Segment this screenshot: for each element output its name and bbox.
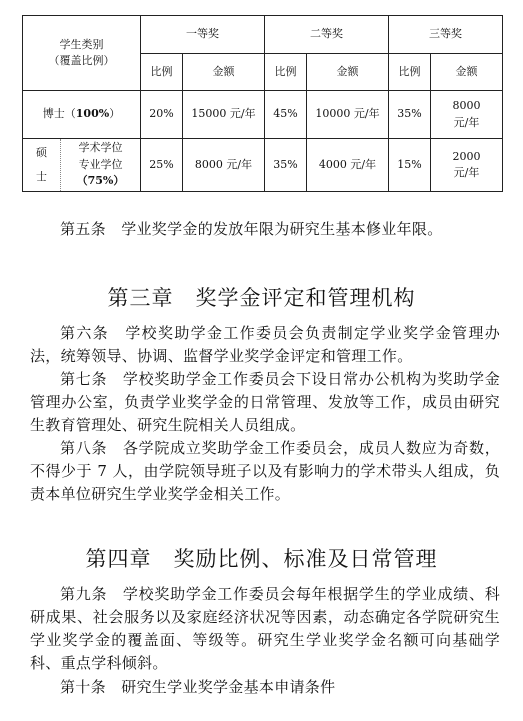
amount-unit: 元/年 <box>453 166 480 179</box>
table-cell: 45% <box>265 91 307 139</box>
master-degree-cell <box>61 139 141 192</box>
article-8: 第八条 各学院成立奖助学金工作委员会，成员人数应为奇数，不得少于 7 人，由学院领导班子以及有影响力的学术带头人组成，负责本单位研究生学业奖学金相关工作。 <box>30 439 500 503</box>
phd-category-cell <box>23 91 141 139</box>
table-cell: 35% <box>389 91 431 139</box>
table-cell <box>431 91 503 139</box>
table-cell: 35% <box>265 139 307 192</box>
table-row-master <box>23 139 503 192</box>
article-5: 第五条 学业奖学金的发放年限为研究生基本修业年限。 <box>60 220 443 238</box>
tier-second-header: 二等奖 <box>265 16 389 54</box>
table-cell: 8000 元/年 <box>183 139 265 192</box>
master-char-cell <box>23 139 61 192</box>
table-cell: 10000 元/年 <box>307 91 389 139</box>
phd-label-end: ） <box>109 107 121 121</box>
table-cell <box>431 139 503 192</box>
tier-third-header: 三等奖 <box>389 16 503 54</box>
amount-value: 2000 <box>452 149 481 163</box>
ratio-header: 比例 <box>265 54 307 91</box>
chapter-3-title: 第三章 奖学金评定和管理机构 <box>107 286 416 310</box>
amount-header: 金额 <box>183 54 265 91</box>
ratio-header: 比例 <box>389 54 431 91</box>
ratio-header: 比例 <box>141 54 183 91</box>
master-line-2: 专业学位 <box>78 157 123 171</box>
amount-header: 金额 <box>307 54 389 91</box>
tier-first-header: 一等奖 <box>141 16 265 54</box>
master-coverage: （75%） <box>76 174 125 188</box>
article-6: 第六条 学校奖助学金工作委员会负责制定学业奖学金管理办法，统筹领导、协调、监督学业奖学金评定和管理工作。 <box>30 324 500 365</box>
amount-value: 8000 <box>452 99 481 112</box>
article-9: 第九条 学校奖助学金工作委员会每年根据学生的学业成绩、科研成果、社会服务以及家庭经济状况等因素，动态确定各学院研究生学业奖学金的覆盖面、等级等。研究生学业奖学金名额可向基础学科、重点学科倾斜。 <box>30 585 500 672</box>
phd-coverage: 100% <box>75 107 110 121</box>
master-char-2: 士 <box>36 170 47 183</box>
master-line-1: 学术学位 <box>78 141 123 155</box>
chapter-4-title: 第四章 奖励比例、标准及日常管理 <box>85 547 438 571</box>
table-cell: 15000 元/年 <box>183 91 265 139</box>
table-cell: 20% <box>141 91 183 139</box>
category-header-text: 学生类别 <box>59 37 104 51</box>
master-char-1: 硕 <box>36 145 47 159</box>
coverage-header-text: （覆盖比例） <box>48 54 115 67</box>
table-row-phd <box>23 91 503 139</box>
phd-label: 博士（ <box>42 107 76 121</box>
amount-header: 金额 <box>431 54 503 91</box>
article-10: 第十条 研究生学业奖学金基本申请条件 <box>60 678 336 696</box>
amount-unit: 元/年 <box>453 115 480 129</box>
table-cell: 4000 元/年 <box>307 139 389 192</box>
table-cell: 25% <box>141 139 183 192</box>
article-7: 第七条 学校奖助学金工作委员会下设日常办公机构为奖助学金管理办公室，负责学业奖学金的日常管理、发放等工作，成员由研究生教育管理处、研究生院相关人员组成。 <box>30 370 500 434</box>
award-standard-table <box>22 15 503 192</box>
student-category-header <box>23 16 141 91</box>
table-cell: 15% <box>389 139 431 192</box>
